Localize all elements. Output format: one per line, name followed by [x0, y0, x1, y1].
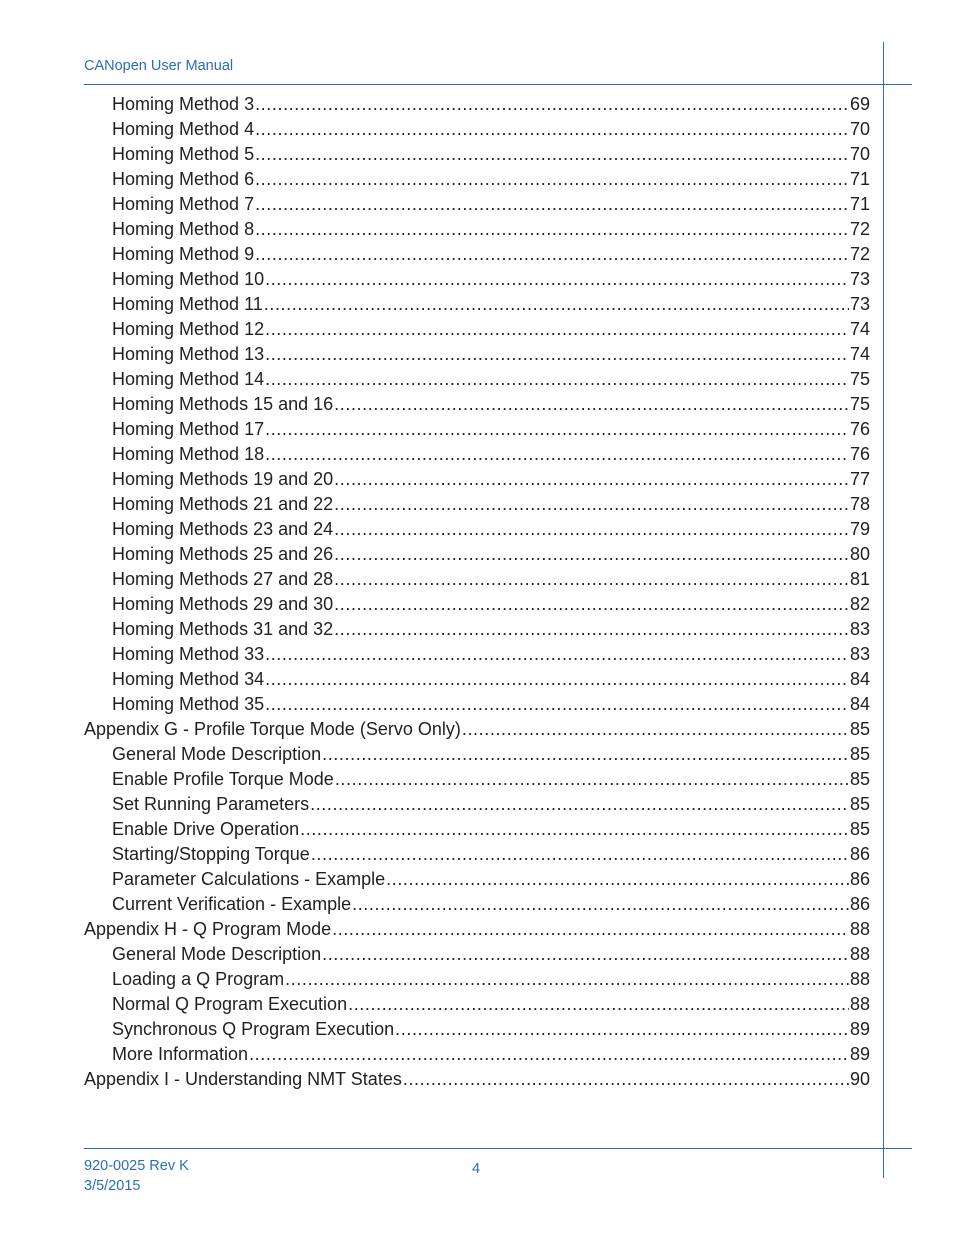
toc-dot-leader — [265, 692, 849, 717]
toc-dot-leader — [255, 242, 849, 267]
toc-entry-page: 85 — [849, 794, 870, 814]
toc-dot-leader — [334, 617, 849, 642]
toc-entry-title: Homing Method 18 — [112, 444, 265, 464]
toc-entry-title: Homing Method 8 — [112, 219, 255, 239]
toc-dot-leader — [255, 217, 849, 242]
toc-dot-leader — [285, 967, 849, 992]
toc-dot-leader — [332, 917, 849, 942]
toc-entry[interactable] — [84, 267, 870, 292]
toc-entry-title: Appendix H - Q Program Mode — [84, 919, 332, 939]
toc-entry-page: 76 — [849, 444, 870, 464]
toc-entry-page: 89 — [849, 1044, 870, 1064]
toc-entry[interactable] — [84, 567, 870, 592]
running-header-title: CANopen User Manual — [84, 58, 234, 74]
toc-dot-leader — [255, 192, 849, 217]
toc-dot-leader — [403, 1067, 849, 1092]
toc-entry-page: 86 — [849, 844, 870, 864]
toc-entry[interactable] — [84, 367, 870, 392]
toc-entry-title: Homing Methods 25 and 26 — [112, 544, 334, 564]
toc-entry-title: Homing Method 7 — [112, 194, 255, 214]
toc-entry-title: Appendix G - Profile Torque Mode (Servo Only) — [84, 719, 461, 739]
toc-entry-page: 72 — [849, 219, 870, 239]
toc-dot-leader — [322, 942, 849, 967]
toc-entry-page: 73 — [849, 294, 870, 314]
toc-dot-leader — [462, 717, 849, 742]
toc-entry-page: 83 — [849, 619, 870, 639]
toc-entry-page: 88 — [849, 919, 870, 939]
toc-dot-leader — [265, 642, 849, 667]
toc-dot-leader — [334, 592, 849, 617]
toc-entry-title: Normal Q Program Execution — [112, 994, 348, 1014]
toc-entry-title: Homing Method 35 — [112, 694, 265, 714]
toc-entry[interactable] — [84, 742, 870, 767]
toc-entry-title: Parameter Calculations - Example — [112, 869, 386, 889]
toc-dot-leader — [265, 417, 849, 442]
toc-dot-leader — [395, 1017, 849, 1042]
toc-entry[interactable] — [84, 167, 870, 192]
toc-entry-title: Homing Method 10 — [112, 269, 265, 289]
toc-entry-title: Homing Methods 15 and 16 — [112, 394, 334, 414]
toc-entry-page: 86 — [849, 869, 870, 889]
toc-dot-leader — [310, 792, 849, 817]
toc-entry-page: 84 — [849, 669, 870, 689]
toc-dot-leader — [334, 517, 849, 542]
toc-entry-title: Homing Method 12 — [112, 319, 265, 339]
toc-entry-title: Homing Method 3 — [112, 94, 255, 114]
footer-doc-number: 920-0025 Rev K — [84, 1158, 189, 1174]
toc-dot-leader — [265, 442, 849, 467]
toc-entry[interactable] — [84, 417, 870, 442]
toc-dot-leader — [335, 767, 849, 792]
toc-entry-title: Starting/Stopping Torque — [112, 844, 310, 864]
toc-entry-page: 88 — [849, 994, 870, 1014]
toc-entry[interactable] — [84, 517, 870, 542]
toc-entry[interactable] — [84, 342, 870, 367]
toc-entry[interactable] — [84, 942, 870, 967]
toc-entry-title: Homing Methods 27 and 28 — [112, 569, 334, 589]
toc-entry-page: 73 — [849, 269, 870, 289]
toc-entry-title: Homing Methods 31 and 32 — [112, 619, 334, 639]
toc-entry-title: Homing Method 5 — [112, 144, 255, 164]
toc-entry-title: Homing Method 17 — [112, 419, 265, 439]
toc-dot-leader — [265, 367, 849, 392]
toc-entry[interactable] — [84, 192, 870, 217]
toc-dot-leader — [255, 117, 849, 142]
toc-entry-title: Set Running Parameters — [112, 794, 310, 814]
toc-entry-title: Homing Method 13 — [112, 344, 265, 364]
toc-entry-title: Homing Methods 23 and 24 — [112, 519, 334, 539]
toc-entry[interactable] — [84, 492, 870, 517]
toc-entry-page: 75 — [849, 369, 870, 389]
toc-dot-leader — [334, 492, 849, 517]
toc-entry[interactable] — [84, 667, 870, 692]
toc-entry[interactable] — [84, 992, 870, 1017]
toc-entry-page: 88 — [849, 944, 870, 964]
table-of-contents — [84, 92, 870, 1092]
toc-entry-page: 89 — [849, 1019, 870, 1039]
toc-entry[interactable] — [84, 1017, 870, 1042]
toc-dot-leader — [348, 992, 849, 1017]
toc-dot-leader — [334, 392, 849, 417]
toc-entry[interactable] — [84, 692, 870, 717]
toc-entry-page: 71 — [849, 169, 870, 189]
toc-entry[interactable] — [84, 217, 870, 242]
toc-dot-leader — [300, 817, 849, 842]
toc-dot-leader — [322, 742, 849, 767]
toc-entry[interactable] — [84, 892, 870, 917]
footer-page-number: 4 — [472, 1161, 481, 1177]
toc-entry-title: Homing Method 33 — [112, 644, 265, 664]
toc-dot-leader — [311, 842, 849, 867]
toc-entry-page: 85 — [849, 819, 870, 839]
toc-entry-page: 71 — [849, 194, 870, 214]
toc-entry-title: Homing Method 11 — [112, 294, 263, 314]
toc-entry-title: General Mode Description — [112, 944, 322, 964]
toc-dot-leader — [334, 542, 849, 567]
toc-entry-page: 79 — [849, 519, 870, 539]
toc-entry[interactable] — [84, 442, 870, 467]
footer-date: 3/5/2015 — [84, 1178, 141, 1194]
toc-entry[interactable] — [84, 242, 870, 267]
toc-entry[interactable] — [84, 117, 870, 142]
toc-entry-page: 72 — [849, 244, 870, 264]
toc-entry[interactable] — [84, 642, 870, 667]
toc-entry[interactable] — [84, 717, 870, 742]
toc-entry-page: 88 — [849, 969, 870, 989]
toc-entry-title: Homing Method 9 — [112, 244, 255, 264]
margin-divider — [883, 42, 884, 1178]
toc-entry[interactable] — [84, 542, 870, 567]
toc-entry[interactable] — [84, 842, 870, 867]
toc-entry-page: 90 — [849, 1069, 870, 1089]
toc-entry-title: Homing Method 34 — [112, 669, 265, 689]
toc-entry-page: 75 — [849, 394, 870, 414]
toc-entry-page: 76 — [849, 419, 870, 439]
toc-entry-page: 69 — [849, 94, 870, 114]
toc-entry[interactable] — [84, 592, 870, 617]
toc-entry-page: 85 — [849, 769, 870, 789]
toc-entry[interactable] — [84, 767, 870, 792]
toc-entry[interactable] — [84, 467, 870, 492]
toc-dot-leader — [255, 92, 849, 117]
toc-entry-title: Current Verification - Example — [112, 894, 352, 914]
toc-dot-leader — [386, 867, 849, 892]
toc-dot-leader — [265, 267, 849, 292]
toc-entry-title: Homing Method 4 — [112, 119, 255, 139]
toc-dot-leader — [352, 892, 849, 917]
toc-entry-title: Homing Method 6 — [112, 169, 255, 189]
toc-entry-title: Appendix I - Understanding NMT States — [84, 1069, 402, 1089]
toc-entry[interactable] — [84, 292, 870, 317]
toc-dot-leader — [334, 567, 849, 592]
toc-dot-leader — [264, 292, 849, 317]
toc-entry-title: More Information — [112, 1044, 249, 1064]
toc-entry-title: Synchronous Q Program Execution — [112, 1019, 395, 1039]
toc-entry-title: Enable Profile Torque Mode — [112, 769, 334, 789]
toc-dot-leader — [249, 1042, 849, 1067]
toc-entry-page: 85 — [849, 744, 870, 764]
toc-entry[interactable] — [84, 792, 870, 817]
toc-entry[interactable] — [84, 917, 870, 942]
toc-entry-title: Enable Drive Operation — [112, 819, 300, 839]
toc-entry-page: 84 — [849, 694, 870, 714]
toc-dot-leader — [265, 667, 849, 692]
toc-entry-page: 78 — [849, 494, 870, 514]
toc-entry[interactable] — [84, 392, 870, 417]
toc-entry-page: 70 — [849, 119, 870, 139]
toc-entry[interactable] — [84, 867, 870, 892]
toc-entry[interactable] — [84, 142, 870, 167]
toc-entry-page: 74 — [849, 344, 870, 364]
toc-entry[interactable] — [84, 1042, 870, 1067]
toc-entry-title: Homing Method 14 — [112, 369, 265, 389]
header-divider — [84, 84, 912, 85]
toc-entry-title: General Mode Description — [112, 744, 322, 764]
toc-entry-title: Homing Methods 19 and 20 — [112, 469, 334, 489]
toc-entry[interactable] — [84, 967, 870, 992]
toc-entry-title: Loading a Q Program — [112, 969, 285, 989]
toc-entry-page: 86 — [849, 894, 870, 914]
toc-entry-page: 83 — [849, 644, 870, 664]
toc-entry-page: 74 — [849, 319, 870, 339]
toc-entry-page: 81 — [849, 569, 870, 589]
toc-dot-leader — [265, 342, 849, 367]
footer-divider — [84, 1148, 912, 1149]
toc-entry[interactable] — [84, 317, 870, 342]
toc-dot-leader — [265, 317, 849, 342]
toc-entry[interactable] — [84, 817, 870, 842]
toc-entry[interactable] — [84, 1067, 870, 1092]
toc-dot-leader — [255, 167, 849, 192]
toc-dot-leader — [334, 467, 849, 492]
toc-entry-page: 82 — [849, 594, 870, 614]
toc-entry-title: Homing Methods 21 and 22 — [112, 494, 334, 514]
toc-entry-page: 85 — [849, 719, 870, 739]
toc-entry-page: 80 — [849, 544, 870, 564]
toc-entry[interactable] — [84, 92, 870, 117]
toc-entry-page: 77 — [849, 469, 870, 489]
toc-dot-leader — [255, 142, 849, 167]
toc-entry-title: Homing Methods 29 and 30 — [112, 594, 334, 614]
toc-entry[interactable] — [84, 617, 870, 642]
toc-entry-page: 70 — [849, 144, 870, 164]
